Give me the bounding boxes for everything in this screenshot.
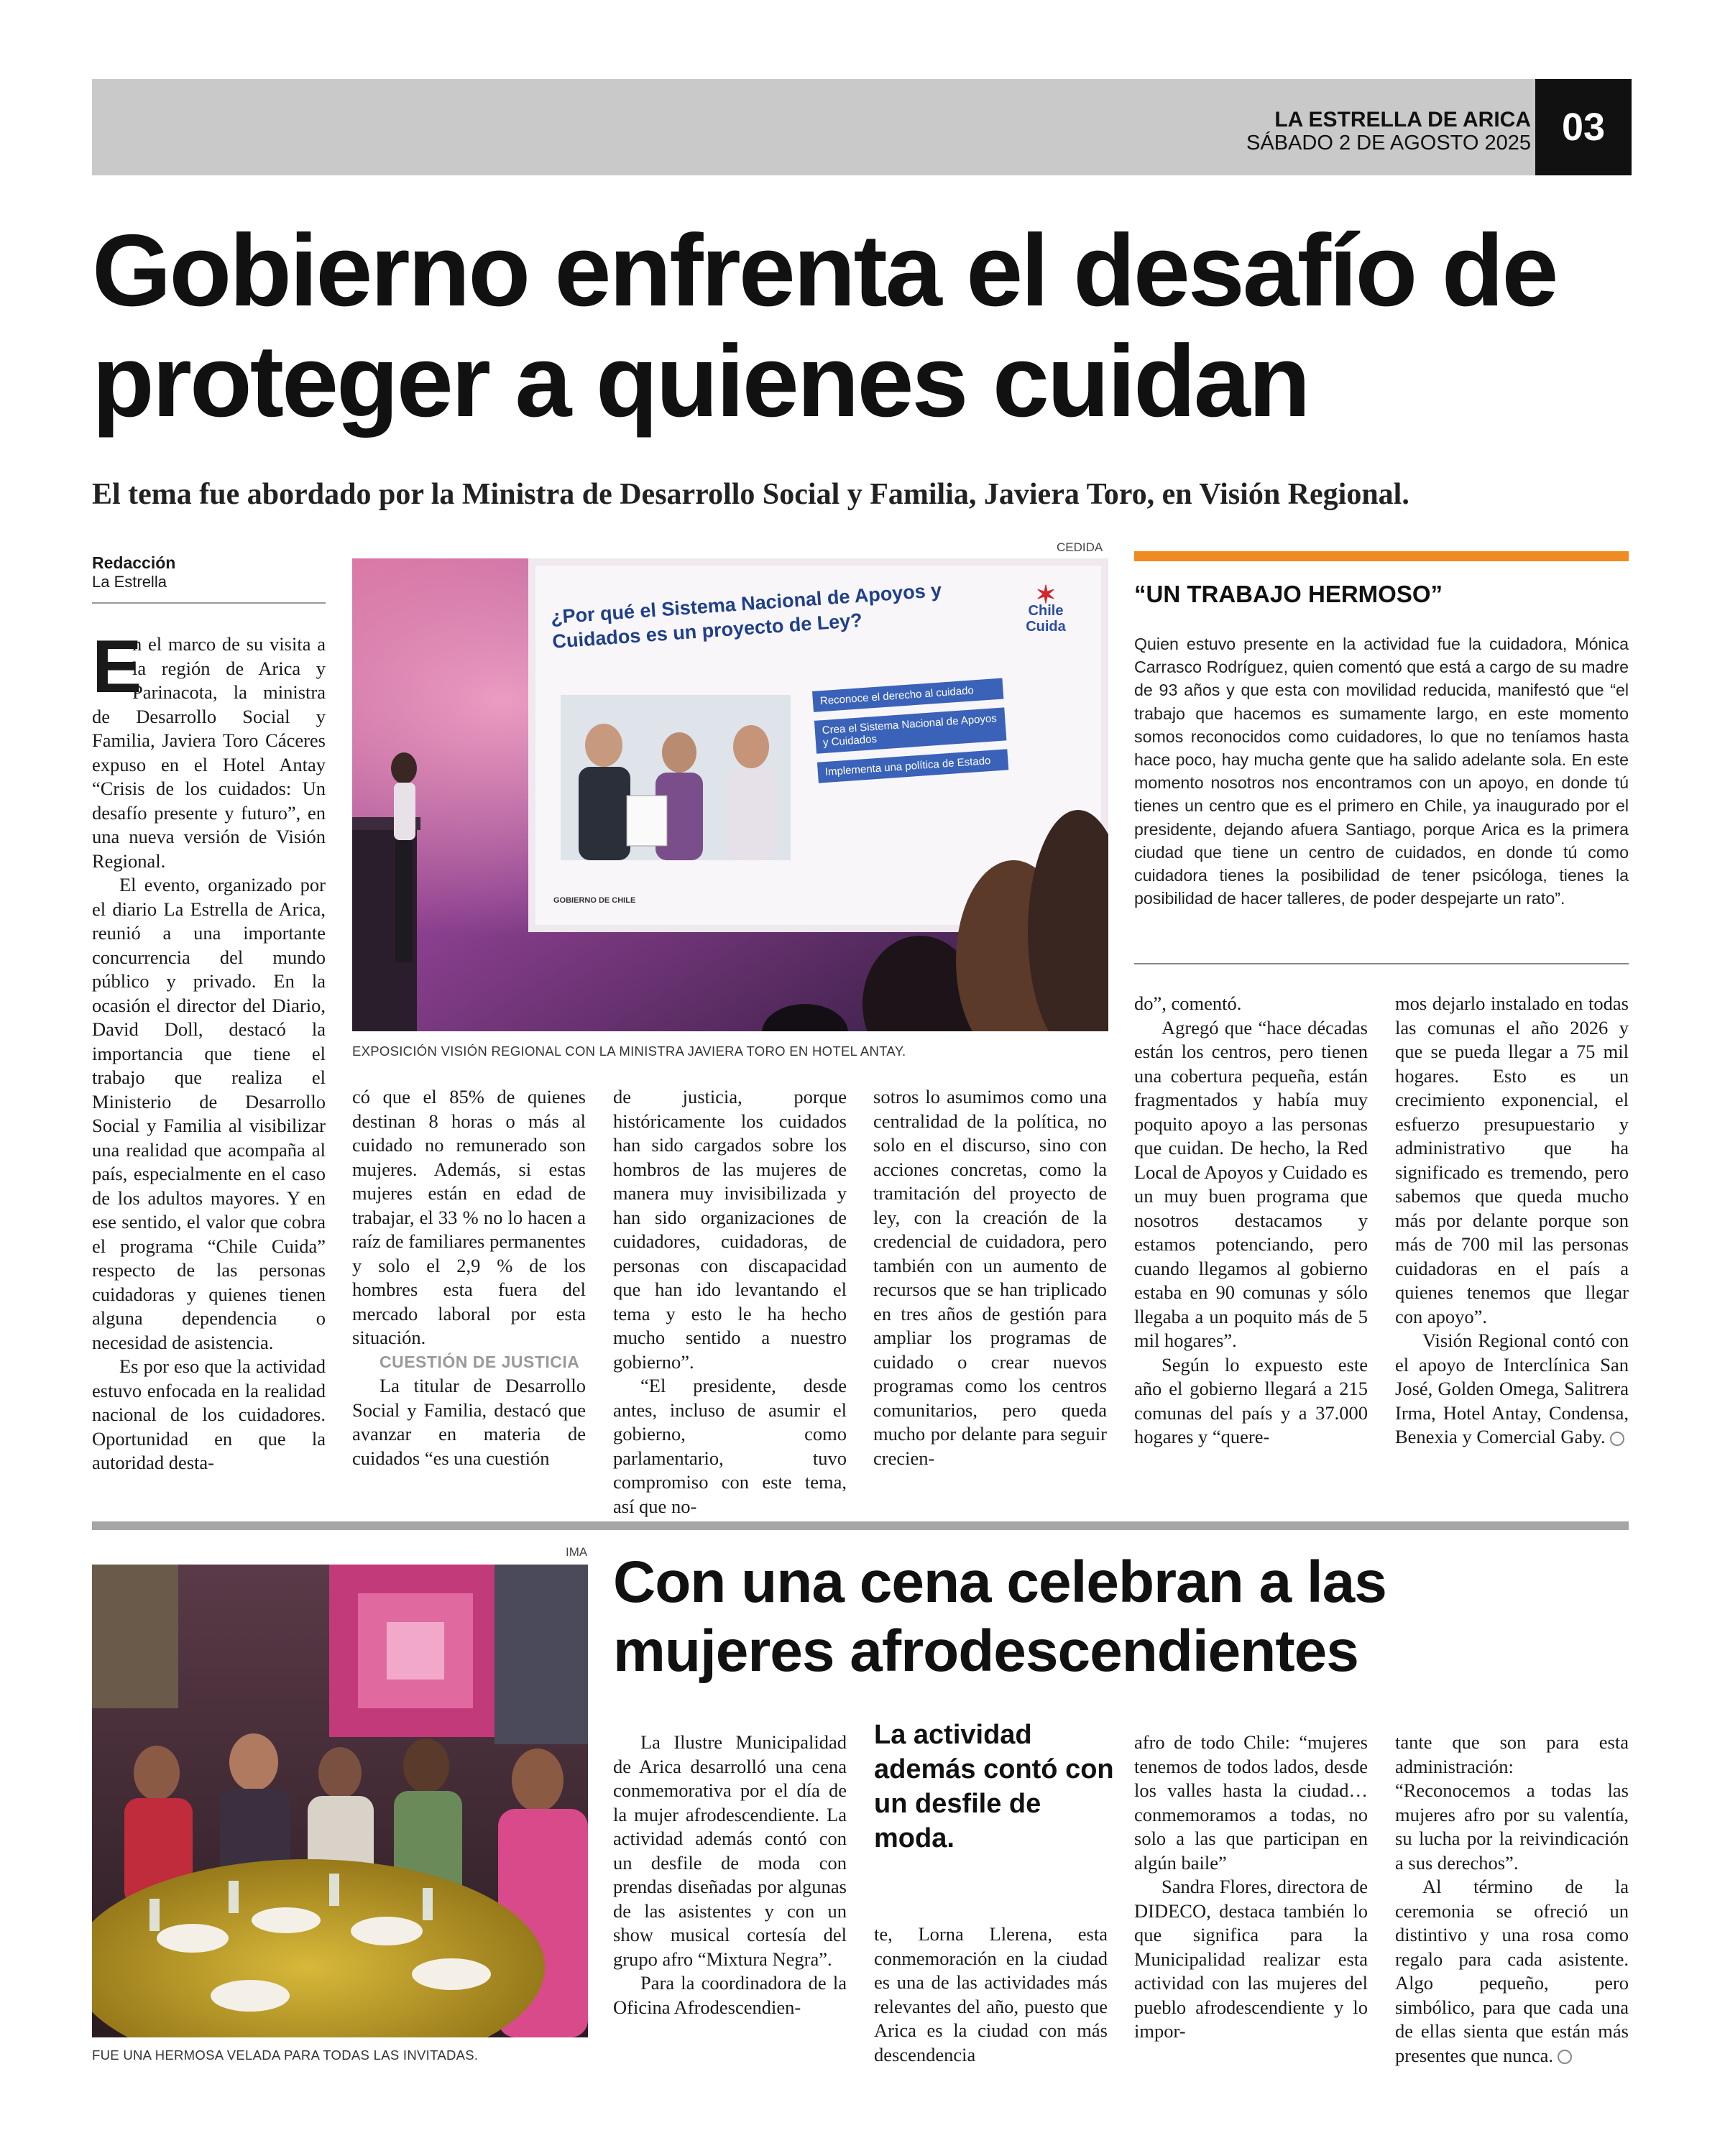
paragraph [1395, 1329, 1629, 1450]
sidebar-accent-bar [1134, 551, 1629, 561]
sidebar-bottom-rule [1134, 963, 1629, 964]
sidebar-title: “UN TRABAJO HERMOSO” [1134, 581, 1443, 607]
article2-column-3 [1134, 1731, 1368, 2044]
sidebar-body: Quien estuvo presente en la actividad fue la cuidadora, Mónica Carrasco Rodríguez, quien comentó que está a cargo de su madre de 93 años y que esta con movilidad reducida, manifestó que “el trabajo que hacemos es sumamente largo, en este momento somos reconocidos como cuidadores, lo que no teníamos hasta hace poco, hay mucha gente que ha salido adelante sola. En este momento nosotros nos encontramos con un apoyo, en donde tú tienes un centro que es el primero en Chile, ya inaugurado por el presidente, dejando afuera Santiago, porque Arica es la primera ciudad que tiene un centro de cuidados, en donde tú como cuidadora tienes la posibilidad de tener psicóloga, tienes la posibilidad de hacer talleres, de poder despejarte un rato”. [1134, 635, 1629, 908]
photo-credit: IMA [566, 1545, 588, 1559]
publication-name: LA ESTRELLA DE ARICA [1274, 108, 1531, 132]
paragraph: te, Lorna Llerena, esta conmemoración en la ciudad es una de las actividades más relevantes del año, puesto que Arica es la ciudad con más descendencia [874, 1923, 1108, 2065]
paragraph: de justicia, porque históricamente los cuidados han sido cargados sobre los hombros de las mujeres de manera muy invisibilizada y han sido organizaciones de cuidadores, cuidadoras, de personas con discapacidad que han ido levantando el tema y esto le ha hecho mucho sentido a nuestro gobierno”. [613, 1086, 847, 1373]
slide-footer: GOBIERNO DE CHILE [553, 896, 636, 905]
paragraph: Sandra Flores, directora de DIDECO, destaca también lo que significa para la Municipalidad realizar esta actividad con las mujeres del pueblo afrodescendiente y lo impor- [1134, 1876, 1368, 2042]
section-divider [92, 1521, 1629, 1530]
paragraph: Para la coordinadora de la Oficina Afrodescendien- [613, 1972, 847, 2018]
article-headline: Con una cena celebran a las mujeres afrodescendientes [613, 1549, 1386, 1684]
paragraph: La titular de Desarrollo Social y Familia, destacó que avanzar en materia de cuidados “es una cuestión [352, 1375, 586, 1469]
paragraph: Según lo expuesto este año el gobierno llegará a 215 comunas del país y a 37.000 hogares y “quere- [1134, 1353, 1368, 1447]
paragraph: mos dejarlo instalado en todas las comunas el año 2026 y que se pueda llegar a 75 mil hogares. Esto es un crecimiento exponencial, el esfuerzo presupuestario y administrativo que ha significado es tremendo, pero sabemos que queda mucho más por delante porque son más de 700 mil las personas cuidadoras en el país a quienes tenemos que llegar con apoyo”. [1395, 992, 1629, 1327]
photo-caption: FUE UNA HERMOSA VELADA PARA TODAS LAS INVITADAS. [92, 2047, 479, 2063]
star-icon: ✶ [1035, 581, 1057, 609]
paragraph-text: Al término de la ceremonia se ofreció un distintivo y una rosa como regalo para cada asistente. Algo pequeño, pero simbólico, para que cada una de ellas sienta que están más presentes que nunca. [1395, 1876, 1629, 2066]
end-mark-icon [1558, 2050, 1572, 2064]
dinner-photo-illustration [92, 1565, 588, 2037]
article-column-2 [352, 1085, 586, 1470]
paragraph-text: Visión Regional contó con el apoyo de Interclínica San José, Golden Omega, Salitrera Irma, Hotel Antay, Condensa, Benexia y Comercial Gaby. [1395, 1330, 1629, 1447]
paragraph: La Ilustre Municipalidad de Arica desarrolló una cena conmemorativa por el día de la mujer afrodescendiente. La actividad además contó con un desfile de moda con prendas diseñadas por algunas de las asistentes y con un show musical cortesía del grupo afro “Mixtura Negra”. [613, 1731, 847, 1970]
paragraph: afro de todo Chile: “mujeres tenemos de todos lados, desde los valles hasta la ciudad…conmemoramos a todas, no solo a las que participan en algún baile” [1134, 1731, 1368, 1874]
section-subtitle: CUESTIÓN DE JUSTICIA [380, 1352, 580, 1371]
slide-list-item: Reconoce el derecho al cuidado [812, 678, 1003, 712]
article-headline: Gobierno enfrenta el desafío de proteger a quienes cuidan [92, 213, 1557, 438]
paragraph: tante que son para esta administración: “Reconocemos a todas las mujeres afro por su valentía, su lucha por la reivindicación a sus derechos”. [1395, 1731, 1629, 1874]
publication-date: SÁBADO 2 DE AGOSTO 2025 [1246, 132, 1531, 155]
byline-author: Redacción [92, 553, 176, 572]
event-photo [352, 558, 1108, 1031]
brand-text: Chile Cuida [1026, 603, 1066, 635]
slide-group-photo [561, 695, 791, 860]
paragraph-text: n el marco de su visita a la región de Arica y Parinacota, la ministra de Desarrollo Social y Familia, Javiera Toro Cáceres expuso en el Hotel Antay “Crisis de los cuidados: Un desafío presente y futuro”, en una nueva versión de Visión Regional. [92, 633, 326, 872]
article-column-5 [1134, 992, 1368, 1450]
paragraph: El evento, organizado por el diario La Estrella de Arica, reunió a una importante concurrencia del mundo público y privado. En la ocasión el director del Diario, David Doll, destacó la importancia que tiene el trabajo que realiza el Ministerio de Desarrollo Social y Familia al visibilizar una realidad que acompaña al país, especialmente en el caso de los adultos mayores. Y en ese sentido, el valor que cobra el programa “Chile Cuida” respecto de las personas cuidadoras y quienes tienen alguna dependencia o necesidad de asistencia. [92, 874, 326, 1353]
article-subheadline: El tema fue abordado por la Ministra de Desarrollo Social y Familia, Javiera Toro, en Visión Regional. [92, 478, 1409, 511]
page-number: 03 [1535, 79, 1632, 175]
drop-cap: E [92, 625, 142, 709]
paragraph: “El presidente, desde antes, incluso de asumir el gobierno, como parlamentario, tuvo compromiso con este tema, así que no- [613, 1375, 847, 1517]
article-column-6 [1395, 992, 1629, 1450]
pull-quote: La actividad además contó con un desfile de moda. [874, 1720, 1114, 1853]
article2-column-2 [874, 1922, 1108, 2067]
slide-list-item: Implementa una política de Estado [817, 749, 1008, 783]
article-column-1 [92, 625, 326, 1475]
paragraph: có que el 85% de quienes destinan 8 horas o más al cuidado no remunerado son mujeres. Además, si estas mujeres están en edad de trabajar, el 33 % no lo hacen a raíz de familiares permanentes y solo el 2,9 % de los hombres esta fuera del mercado laboral por esta situación. [352, 1086, 586, 1348]
article-column-4 [873, 1085, 1107, 1470]
paragraph [1395, 1875, 1629, 2068]
article2-column-1 [613, 1731, 847, 2019]
end-mark-icon [1610, 1432, 1624, 1446]
chile-cuida-logo [1017, 581, 1075, 635]
slide-list-item: Crea el Sistema Nacional de Apoyos y Cuidados [814, 707, 1007, 753]
paragraph: sotros lo asumimos como una centralidad de la política, no solo en el discurso, sino con acciones concretas, como la tramitación del proyecto de ley, con la creación de la credencial de cuidadora, pero también con un aumento de recursos que se han triplicado en tres años de gestión para ampliar los programas de cuidado o crear nuevos programas como los centros comunitarios, pero queda mucho por delante para seguir crecien- [873, 1086, 1107, 1469]
byline-organization: La Estrella [92, 573, 167, 591]
article2-column-4 [1395, 1731, 1629, 2068]
paragraph: Agregó que “hace décadas están los centros, pero tienen una cobertura pequeña, están fragmentados y había muy poquito apoyo a las personas que cuidan. De hecho, la Red Local de Apoyos y Cuidado es un muy buen programa que nosotros destacamos y estamos potenciando, pero cuando llegamos al gobierno estaba en 90 comunas y sólo llegaba a un poquito más de 5 mil hogares”. [1134, 1016, 1368, 1351]
slide-title: ¿Por qué el Sistema Nacional de Apoyos y Cuidados es un proyecto de Ley? [550, 579, 943, 653]
paragraph: Es por eso que la actividad estuvo enfocada en la realidad nacional de los cuidadores. Oportunidad en que la autoridad desta- [92, 1355, 326, 1473]
article-column-3 [613, 1085, 847, 1519]
paragraph: do”, comentó. [1134, 992, 1242, 1014]
slide-list [812, 678, 1008, 783]
paragraph [92, 625, 326, 873]
dinner-photo [92, 1565, 588, 2037]
byline-divider [92, 602, 326, 604]
photo-caption: EXPOSICIÓN VISIÓN REGIONAL CON LA MINISTRA JAVIERA TORO EN HOTEL ANTAY. [352, 1044, 906, 1059]
photo-credit: CEDIDA [1057, 540, 1103, 554]
